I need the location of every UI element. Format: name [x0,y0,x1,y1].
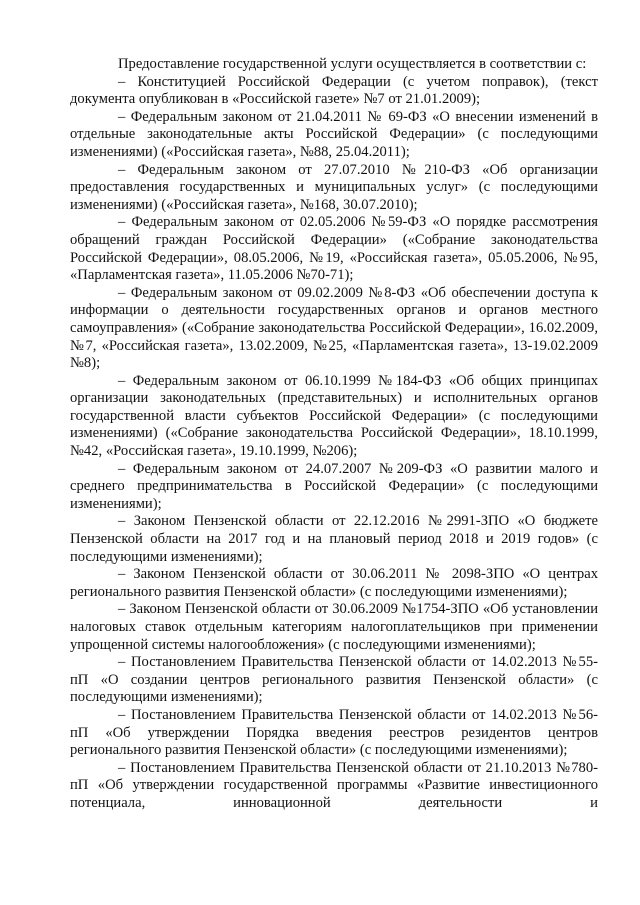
law-item: – Федеральным законом от 09.02.2009 №8-ФЗ «Об обеспечении доступа к информации о деятельности государственных органов и органов местного самоуправления» («Собрание законодательства Российской Федерации», 16.02.2009, №7, «Российская газета», 13.02.2009, №25, «Парламентская газета», 13-19.02.2009 №8); [70,284,598,372]
law-item: – Федеральным законом от 24.07.2007 №209-ФЗ «О развитии малого и среднего предпринимательства в Российской Федерации» (с последующими изменениями); [70,460,598,512]
document-intro: Предоставление государственной услуги осуществляется в соответствии с: [118,56,587,72]
law-item: – Конституцией Российской Федерации (с учетом поправок), (текст документа опубликован в «Российской газете» №7 от 21.01.2009); [70,73,598,108]
document-page [70,56,598,813]
law-item: – Постановлением Правительства Пензенской области от 14.02.2013 №56-пП «Об утверждении Порядка введения реестров резидентов центров регионального развития Пензенской области» (с последующими изменениями); [70,706,598,759]
law-item: – Законом Пензенской области от 30.06.2009 №1754-ЗПО «Об установлении налоговых ставок отдельным категориям налогоплательщиков при применении упрощенной системы налогообложения» (с последующими изменениями); [70,601,598,653]
law-item: – Федеральным законом от 21.04.2011 № 69-ФЗ «О внесении изменений в отдельные законодательные акты Российской Федерации» (с последующими изменениями) («Российская газета», №88, 25.04.2011); [70,108,598,160]
law-item: – Законом Пензенской области от 30.06.2011 № 2098-ЗПО «О центрах регионального развития Пензенской области» (с последующими изменениями); [70,566,598,600]
law-item: – Постановлением Правительства Пензенской области от 21.10.2013 №780-пП «Об утверждении государственной программы «Развитие инвестиционного потенциала, инновационной деятельности и [70,759,598,811]
law-item: – Законом Пензенской области от 22.12.2016 №2991-ЗПО «О бюджете Пензенской области на 2017 год и на плановый период 2018 и 2019 годов» (с последующими изменениями); [70,513,598,565]
law-item: – Федеральным законом от 02.05.2006 №59-ФЗ «О порядке рассмотрения обращений граждан Российской Федерации» («Собрание законодательства Российской Федерации», 08.05.2006, №19, «Российская газета», 05.05.2006, №95, «Парламентская газета», 11.05.2006 №70-71); [70,214,598,284]
law-item: – Постановлением Правительства Пензенской области от 14.02.2013 №55-пП «О создании центров регионального развития Пензенской области» (с последующими изменениями); [70,654,598,706]
law-item: – Федеральным законом от 06.10.1999 №184-ФЗ «Об общих принципах организации законодательных (представительных) и исполнительных органов государственной власти субъектов Российской Федерации» (с последующими изменениями) («Собрание законодательства Российской Федерации», 18.10.1999, №42, «Российская газета», 19.10.1999, №206); [70,372,598,460]
law-item: – Федеральным законом от 27.07.2010 №210-ФЗ «Об организации предоставления государственных и муниципальных услуг» (с последующими изменениями) («Российская газета», №168, 30.07.2010); [70,161,598,213]
